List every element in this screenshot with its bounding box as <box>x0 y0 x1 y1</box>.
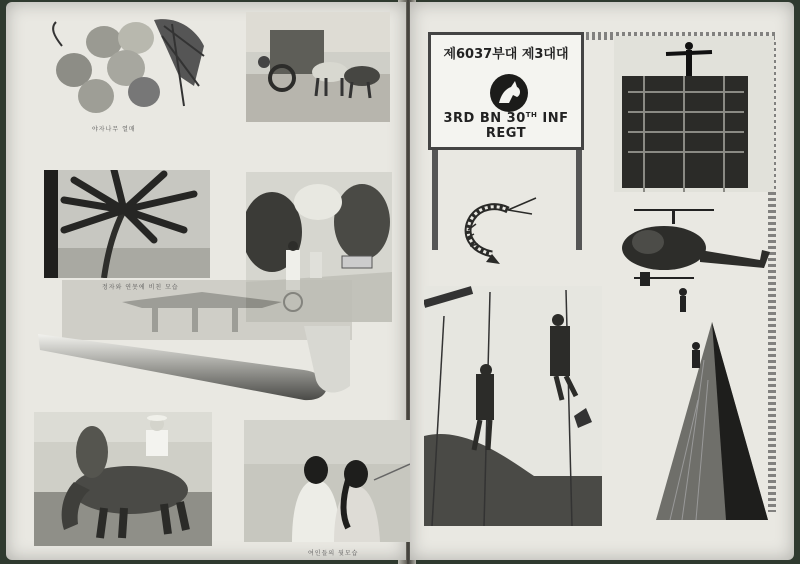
two-girls-photo <box>244 420 410 542</box>
rope-climb-photo <box>424 286 602 526</box>
oxcart-photo <box>246 12 390 122</box>
unit-sign-board <box>428 32 584 150</box>
pavilion-caption: 정자와 연못에 비친 모습 <box>102 284 179 291</box>
sign-battalion-line <box>431 111 581 141</box>
helicopter-photo <box>614 202 774 326</box>
sign-unit-korean: 제6037부대 제3대대 <box>443 47 569 62</box>
girls-caption: 여인들의 뒷모습 <box>308 550 359 557</box>
shrimp-emblem <box>452 194 540 268</box>
coconut-photo <box>44 16 210 122</box>
horse-emblem-icon <box>489 73 529 113</box>
tower-man-photo <box>614 36 774 192</box>
sign-post-right <box>576 150 582 250</box>
wall-tower-photo <box>648 320 774 520</box>
left-album-page <box>6 2 406 560</box>
sign-battalion: 3RD BN 30 <box>443 111 526 126</box>
sign-regiment: INF REGT <box>485 111 569 141</box>
sign-battalion-suffix: TH <box>525 111 538 119</box>
sign-post-left <box>432 150 438 250</box>
buffalo-rider-photo <box>34 412 212 546</box>
right-album-page <box>410 2 794 560</box>
curled-page-flap <box>34 326 354 402</box>
coconut-caption: 야자나무 열매 <box>92 126 136 133</box>
palm-tree-photo <box>44 170 210 278</box>
